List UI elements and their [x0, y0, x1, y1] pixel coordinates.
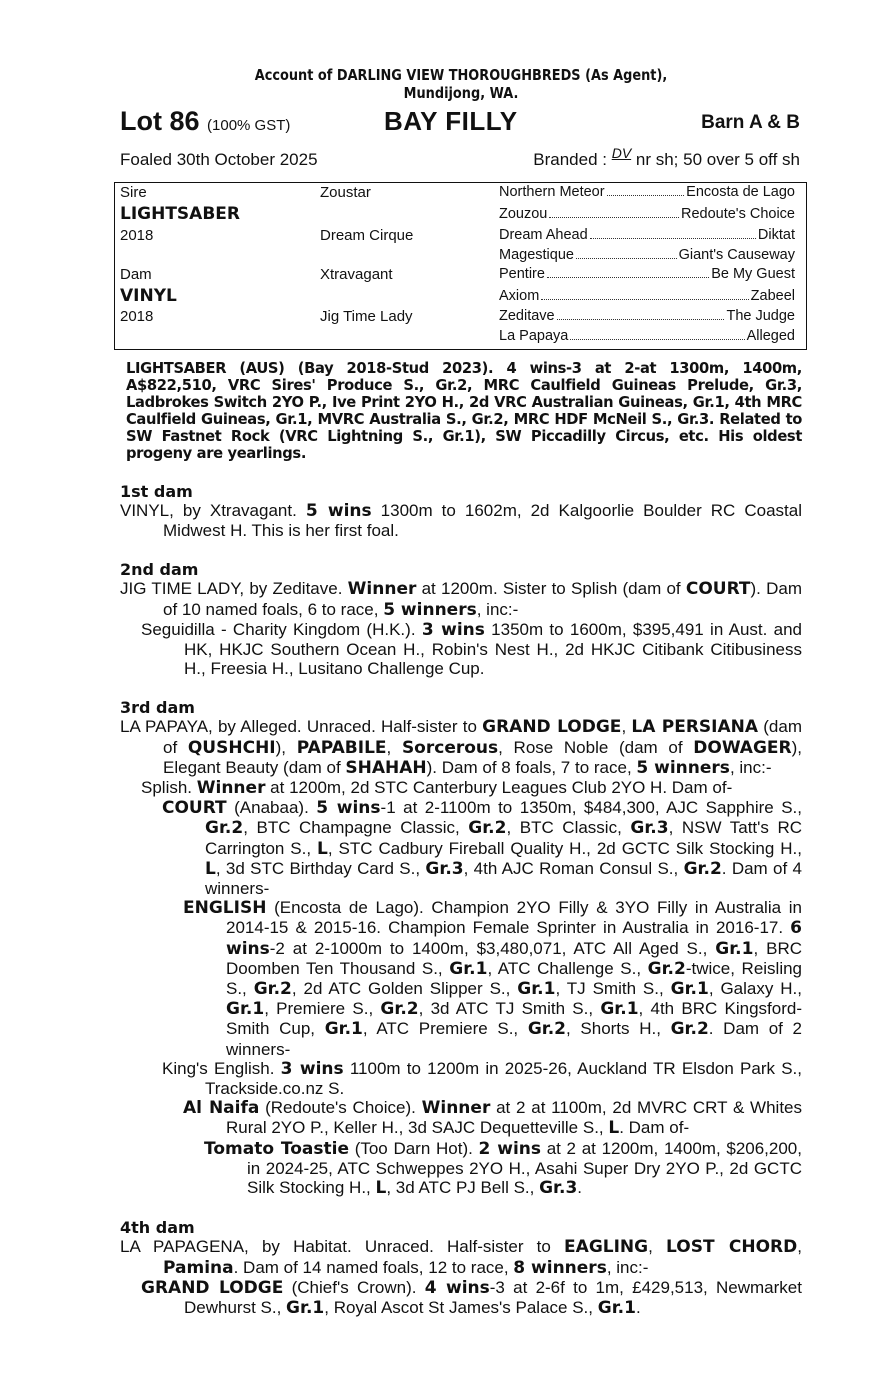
ancestor-left: La Papaya [499, 328, 569, 344]
text-run: , [621, 717, 632, 737]
progeny-paragraph [120, 798, 802, 898]
gst-note: (100% GST) [207, 117, 291, 134]
ancestor-right: Redoute's Choice [680, 206, 795, 222]
leader-dots [547, 266, 709, 278]
text-run: JIG TIME LADY, by Zeditave. [120, 579, 348, 599]
text-run: , BTC Champagne Classic, [243, 818, 469, 838]
sire-dam: Dream Cirque [320, 227, 414, 244]
bold-run: Tomato Toastie [204, 1138, 349, 1159]
section-heading: 3rd dam [120, 698, 195, 718]
dam-year: 2018 [120, 308, 154, 325]
lot-label: Lot 86 [120, 106, 200, 136]
text-run: . Dam of- [619, 1118, 690, 1138]
ancestor-right: Be My Guest [711, 266, 795, 282]
bold-run: 5 wins [305, 501, 372, 521]
bold-run: Gr.2 [527, 1019, 567, 1040]
lot-row [120, 106, 802, 138]
foaled-date: Foaled 30th October 2025 [120, 150, 318, 169]
dam-name: VINYL [120, 286, 177, 306]
bold-run: 5 winners [383, 599, 477, 620]
ancestor-right: The Judge [726, 308, 795, 324]
foal-row [120, 138, 802, 168]
progeny-paragraph [120, 620, 802, 679]
dam-paragraph [120, 579, 802, 619]
text-run: , BTC Classic, [506, 818, 631, 838]
ancestor-row [499, 247, 795, 263]
text-run: , inc:- [729, 757, 772, 777]
text-run: , inc:- [606, 1257, 649, 1277]
section-heading: 1st dam [120, 482, 193, 501]
ancestor-left: Magestique [499, 247, 574, 263]
text-run: at 1200m. Sister to Splish (dam of [416, 579, 686, 599]
bold-run: Pamina [163, 1257, 234, 1278]
bold-run: SHAHAH [345, 757, 427, 778]
progeny-paragraph [120, 1059, 802, 1098]
branded-label: Branded : [533, 150, 612, 169]
dam-sire: Xtravagant [320, 266, 393, 283]
text-run: , ATC Challenge S., [487, 958, 648, 978]
sire-sire: Zoustar [320, 184, 371, 201]
text-run: , [386, 737, 402, 757]
text-run: . Dam of 4 winners- [205, 858, 802, 899]
text-run: , Shorts H., [566, 1019, 671, 1039]
leader-dots [570, 328, 744, 340]
text-run: at 1200m, 2d STC Canterbury Leagues Club 2YO H. Dam of- [265, 778, 733, 798]
text-run: at 2 at 1100m, 2d MVRC CRT & Whites Rural 2YO P., Keller H., 3d SAJC Dequetteville S., [226, 1098, 803, 1138]
ancestor-row [499, 184, 795, 200]
bold-run: ENGLISH [183, 898, 267, 919]
dam-paragraph [120, 1237, 802, 1277]
bold-run: GRAND LODGE [141, 1277, 284, 1298]
bold-run: L [608, 1118, 620, 1139]
bold-run: EAGLING [564, 1237, 649, 1258]
second-dam-section [120, 560, 802, 678]
bold-run: Gr.2 [380, 999, 419, 1020]
text-run: , [797, 1237, 802, 1257]
bold-run: Gr.3 [539, 1178, 578, 1199]
bold-run: PAPABILE [296, 737, 387, 758]
text-run: (Encosta de Lago). Champion 2YO Filly & 3YO Filly in Australia in 2014-15 & 2015-16. Champion Female Sprinter in Australia in 2016-17. [226, 898, 802, 938]
branded-description: nr sh; 50 over 5 off sh [631, 150, 800, 169]
text-run: VINYL, by Xtravagant. [120, 501, 306, 520]
text-run: , 4th BRC Kingsford-Smith Cup, [226, 999, 802, 1039]
text-run: ). Dam of 10 named foals, 6 to race, [163, 579, 803, 619]
bold-run: 3 wins [280, 1058, 344, 1079]
leader-dots [576, 247, 677, 259]
ancestor-row [499, 328, 795, 344]
text-run: , inc:- [476, 599, 519, 619]
ancestor-left: Zeditave [499, 308, 555, 324]
text-run: ). Dam of 8 foals, 7 to race, [426, 757, 637, 777]
ancestor-row [499, 288, 795, 304]
text-run: 1300m to 1602m, 2d Kalgoorlie Boulder RC Coastal Midwest H. This is her first foal. [163, 501, 802, 541]
text-run: at 2 at 1200m, 1400m, $206,200, in 2024-25, ATC Schweppes 2YO H., Asahi Super Dry 2YO P., 2d GCTC Silk Stocking H., [247, 1138, 802, 1198]
text-run: , 4th AJC Roman Consul S., [463, 858, 684, 878]
bold-run: 5 wins [316, 798, 381, 819]
bold-run: Winner [196, 778, 266, 799]
pedigree-table [114, 182, 807, 350]
text-run: Seguidilla - Charity Kingdom (H.K.). [141, 619, 422, 639]
sire-name: LIGHTSABER [120, 204, 240, 224]
third-dam-section [120, 698, 802, 1198]
ancestor-left: Northern Meteor [499, 184, 605, 200]
bold-run: 8 winners [513, 1257, 607, 1278]
sire-year: 2018 [120, 227, 154, 244]
bold-run: Gr.1 [600, 999, 639, 1020]
vendor-line-2: Mundijong, WA. [403, 84, 519, 102]
bold-run: COURT [685, 579, 751, 600]
bold-run: DOWAGER [693, 737, 792, 758]
bold-run: 4 wins [424, 1277, 490, 1298]
ancestor-row [499, 227, 795, 243]
bold-run: Gr.1 [597, 1297, 636, 1318]
bold-run: Gr.1 [286, 1297, 325, 1318]
bold-run: LOST CHORD [666, 1237, 798, 1258]
ancestor-right: Alleged [746, 328, 795, 344]
text-run: . [635, 1297, 641, 1317]
text-run: -twice, Reisling S., [226, 958, 803, 999]
ancestor-row [499, 308, 795, 324]
text-run: , Rose Noble (dam of [498, 737, 694, 757]
bold-run: Winner [421, 1098, 491, 1119]
bold-run: Gr.1 [517, 979, 556, 1000]
first-dam-section [120, 482, 802, 540]
section-heading: 4th dam [120, 1218, 195, 1238]
bold-run: LA PERSIANA [631, 717, 759, 738]
text-run: ), [275, 737, 297, 757]
text-run: , Galaxy H., [708, 979, 802, 999]
leader-dots [590, 227, 756, 239]
bold-run: L [375, 1178, 387, 1199]
dam-paragraph [120, 501, 802, 540]
dam-label: Dam [120, 266, 152, 283]
bold-run: 2 wins [478, 1138, 541, 1159]
bold-run: Gr.1 [226, 999, 265, 1020]
text-run: (dam of [163, 717, 802, 757]
bold-run: Gr.2 [253, 979, 292, 1000]
progeny-paragraph [120, 1278, 802, 1318]
ancestor-row [499, 206, 795, 222]
progeny-paragraph [120, 1098, 802, 1138]
text-run: , NSW Tatt's RC Carrington S., [205, 818, 802, 858]
text-run: , Premiere S., [264, 999, 381, 1019]
text-run: (Chief's Crown). [283, 1277, 425, 1297]
bold-run: Sorcerous [401, 737, 499, 758]
section-heading: 2nd dam [120, 560, 199, 580]
text-run: (Redoute's Choice). [259, 1098, 422, 1118]
text-run: , ATC Premiere S., [362, 1019, 528, 1039]
leader-dots [557, 308, 725, 320]
text-run: -3 at 2-6f to 1m, £429,513, Newmarket Dewhurst S., [184, 1277, 802, 1317]
bold-run: 6 wins [226, 918, 802, 959]
dam-paragraph [120, 717, 802, 778]
bold-run: Al Naifa [183, 1098, 260, 1119]
text-run: (Too Darn Hot). [349, 1138, 479, 1158]
bold-run: Gr.1 [324, 1019, 363, 1040]
brand-mark: DV [611, 145, 632, 161]
bold-run: 3 wins [421, 619, 485, 640]
text-run: . Dam of 2 winners- [226, 1019, 803, 1059]
bold-run: Gr.2 [205, 818, 244, 839]
ancestor-right: Zabeel [750, 288, 795, 304]
bold-run: Gr.2 [670, 1019, 709, 1040]
ancestor-left: Zouzou [499, 206, 548, 222]
bold-run: Gr.2 [468, 818, 507, 839]
bold-run: L [317, 838, 328, 859]
text-run: King's English. [162, 1058, 281, 1078]
text-run: , TJ Smith S., [555, 979, 671, 999]
catalogue-page [120, 66, 802, 1318]
lot-number [120, 106, 290, 137]
text-run: Splish. [141, 778, 197, 798]
text-run: 1100m to 1200m in 2025-26, Auckland TR Elsdon Park S., Trackside.co.nz S. [205, 1058, 802, 1099]
sire-biography: LIGHTSABER (AUS) (Bay 2018-Stud 2023). 4 wins-3 at 2-at 1300m, 1400m, A$822,510, VRC Sires' Produce S., Gr.2, MRC Caulfield Guineas Prelude, Gr.3, Ladbrokes Switch 2YO P., Ive Print 2YO H., 2d VRC Australian Guineas, Gr.1, 4th MRC Caulfield Guineas, Gr.1, MVRC Australia S., Gr.2, MRC HDF McNeil S., Gr.3. Related to SW Fastnet Rock (VRC Lightning S., Gr.1), SW Piccadilly Circus, etc. His oldest progeny are yearlings. [126, 360, 802, 462]
bold-run: Gr.1 [449, 958, 488, 979]
ancestor-row [499, 266, 795, 282]
ancestor-right: Giant's Causeway [678, 247, 795, 263]
brand-info [533, 145, 800, 170]
ancestor-right: Encosta de Lago [686, 184, 795, 200]
ancestor-left: Pentire [499, 266, 545, 282]
text-run: , 3d ATC TJ Smith S., [418, 999, 601, 1019]
text-run: . Dam of 14 named foals, 12 to race, [233, 1257, 514, 1277]
ancestor-left: Dream Ahead [499, 227, 588, 243]
leader-dots [541, 288, 748, 300]
text-run: -1 at 2-1100m to 1350m, $484,300, AJC Sapphire S., [380, 798, 802, 818]
dam-dam: Jig Time Lady [320, 308, 413, 325]
bold-run: GRAND LODGE [482, 717, 622, 738]
barn-location: Barn A & B [701, 112, 800, 133]
bold-run: Winner [347, 579, 417, 600]
text-run: 1350m to 1600m, $395,491 in Aust. and HK, HKJC Southern Ocean H., Robin's Nest H., 2d HKJC Citibank Citibusiness H., Freesia H., Lusitano Challenge Cup. [184, 619, 802, 679]
text-run: LA PAPAYA, by Alleged. Unraced. Half-sister to [120, 717, 483, 737]
bold-run: L [205, 858, 216, 879]
vendor-line-1: Account of DARLING VIEW THOROUGHBREDS (As Agent), [254, 66, 668, 84]
horse-description: BAY FILLY [384, 106, 518, 136]
fourth-dam-section [120, 1218, 802, 1318]
ancestor-left: Axiom [499, 288, 540, 304]
text-run: (Anabaa). [226, 798, 317, 818]
sire-label: Sire [120, 184, 147, 201]
text-run: , 3d STC Birthday Card S., [215, 858, 426, 878]
ancestor-right: Diktat [757, 227, 795, 243]
text-run: . [577, 1178, 583, 1198]
text-run: , 2d ATC Golden Slipper S., [291, 979, 518, 999]
leader-dots [549, 206, 679, 218]
progeny-paragraph [120, 898, 802, 1059]
bold-run: Gr.2 [647, 958, 686, 979]
bold-run: Gr.3 [630, 818, 669, 839]
vendor-block [168, 66, 755, 102]
bold-run: Gr.3 [425, 858, 464, 879]
bold-run: QUSHCHI [187, 737, 276, 758]
text-run: , 3d ATC PJ Bell S., [386, 1178, 540, 1198]
progeny-paragraph [120, 1139, 802, 1199]
text-run: , Royal Ascot St James's Palace S., [324, 1297, 598, 1317]
bold-run: Gr.1 [670, 979, 709, 1000]
text-run: -2 at 2-1000m to 1400m, $3,480,071, ATC All Aged S., [269, 938, 716, 958]
text-run: , [648, 1237, 667, 1257]
text-run: ), Elegant Beauty (dam of [163, 737, 803, 777]
bold-run: 5 winners [636, 757, 730, 778]
text-run: , STC Cadbury Fireball Quality H., 2d GCTC Silk Stocking H., [327, 838, 802, 858]
progeny-paragraph [120, 778, 802, 798]
bold-run: COURT [162, 798, 227, 819]
bold-run: Gr.2 [683, 858, 722, 879]
bold-run: Gr.1 [715, 938, 754, 959]
leader-dots [607, 184, 685, 196]
text-run: , BRC Doomben Ten Thousand S., [226, 938, 802, 978]
text-run: LA PAPAGENA, by Habitat. Unraced. Half-sister to [120, 1237, 565, 1257]
